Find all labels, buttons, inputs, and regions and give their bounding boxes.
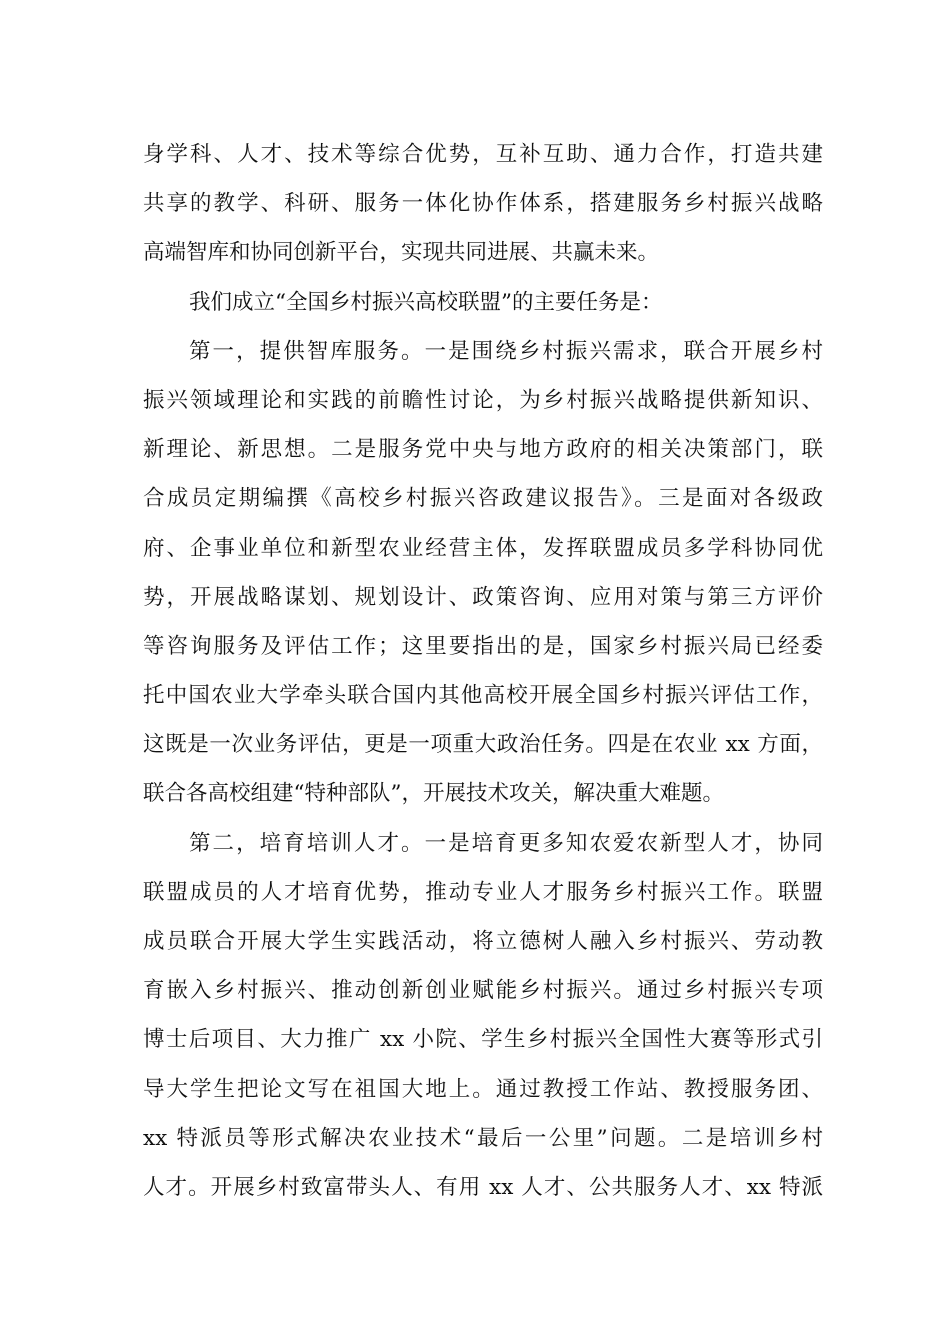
text-line: 我们成立“全国乡村振兴高校联盟”的主要任务是： [189,289,663,315]
text-line: 联盟成员的人才培育优势，推动专业人才服务乡村振兴工作。联盟 [143,879,823,905]
text-line: xx 特派员等形式解决农业技术“最后一公里”问题。二是培训乡村 [143,1125,823,1151]
body-text [143,130,823,1212]
text-line: 身学科、人才、技术等综合优势，互补互助、通力合作，打造共建 [143,142,823,167]
text-line: 高端智库和协同创新平台，实现共同进展、共赢未来。 [143,240,660,266]
text-line: 合成员定期编撰《高校乡村振兴咨政建议报告》。三是面对各级政 [143,486,823,512]
text-line: 人才。开展乡村致富带头人、有用 xx 人才、公共服务人才、xx 特派 [143,1174,823,1200]
text-line: 育嵌入乡村振兴、推动创新创业赋能乡村振兴。通过乡村振兴专项 [143,978,823,1004]
text-line: 博士后项目、大力推广 xx 小院、学生乡村振兴全国性大赛等形式引 [143,1027,823,1053]
text-line: 第二，培育培训人才。一是培育更多知农爱农新型人才，协同 [189,830,823,856]
text-line: 成员联合开展大学生实践活动，将立德树人融入乡村振兴、劳动教 [143,929,823,954]
text-line: 共享的教学、科研、服务一体化协作体系，搭建服务乡村振兴战略 [143,191,823,217]
text-line: 这既是一次业务评估，更是一项重大政治任务。四是在农业 xx 方面， [143,732,823,758]
text-line: 托中国农业大学牵头联合国内其他高校开展全国乡村振兴评估工作， [143,683,823,709]
text-line: 府、企事业单位和新型农业经营主体，发挥联盟成员多学科协同优 [143,535,823,561]
text-line: 联合各高校组建“特种部队”，开展技术攻关，解决重大难题。 [143,781,724,807]
text-line: 新理论、新思想。二是服务党中央与地方政府的相关决策部门，联 [143,437,823,463]
text-line: 第一，提供智库服务。一是围绕乡村振兴需求，联合开展乡村 [189,338,823,364]
text-line: 势，开展战略谋划、规划设计、政策咨询、应用对策与第三方评价 [143,584,823,610]
text-line: 等咨询服务及评估工作；这里要指出的是，国家乡村振兴局已经委 [143,633,823,659]
text-line: 导大学生把论文写在祖国大地上。通过教授工作站、教授服务团、 [143,1076,823,1102]
text-line: 振兴领域理论和实践的前瞻性讨论，为乡村振兴战略提供新知识、 [143,387,823,413]
